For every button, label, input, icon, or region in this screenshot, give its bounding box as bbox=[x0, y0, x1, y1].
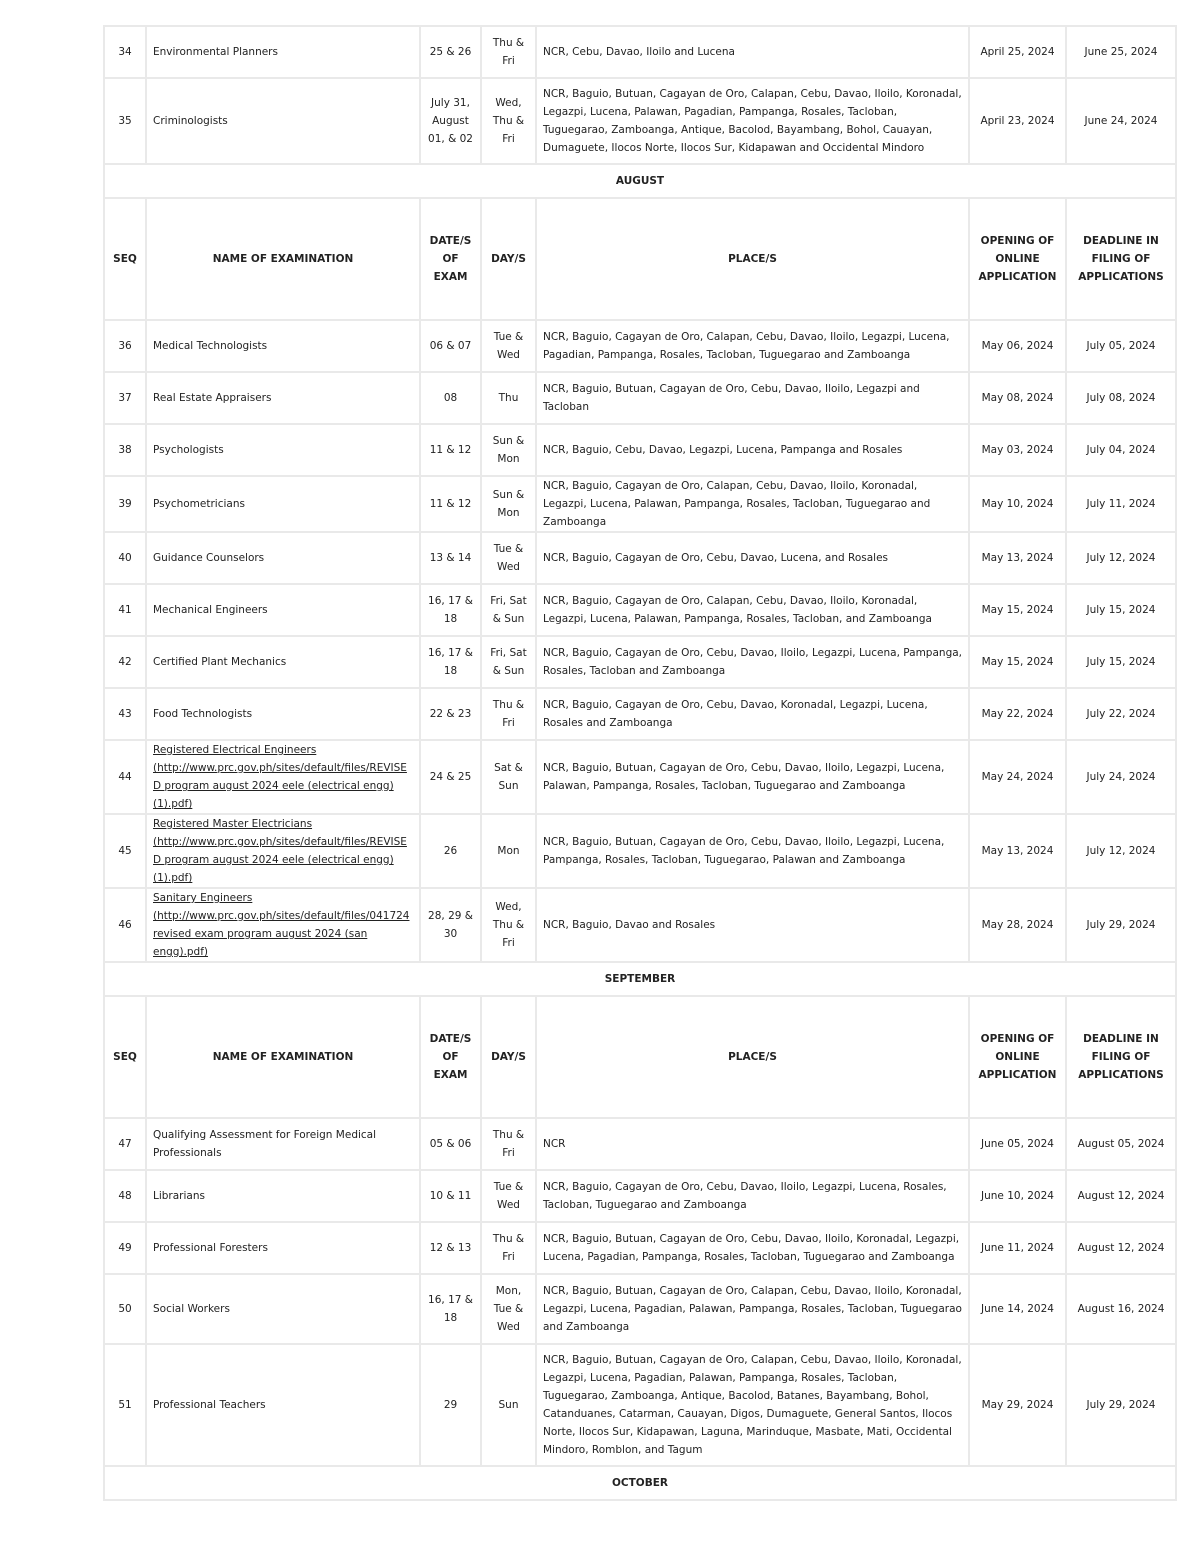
cell-seq: 44 bbox=[104, 740, 146, 814]
cell-exam-date: 25 & 26 bbox=[420, 26, 481, 78]
cell-exam-date: 16, 17 & 18 bbox=[420, 584, 481, 636]
cell-exam-name: Social Workers bbox=[146, 1274, 420, 1344]
table-row bbox=[104, 888, 1176, 962]
table-row bbox=[104, 424, 1176, 476]
cell-exam-date: 24 & 25 bbox=[420, 740, 481, 814]
cell-seq: 35 bbox=[104, 78, 146, 164]
cell-places: NCR, Baguio, Butuan, Cagayan de Oro, Cebu, Davao, Iloilo, Koronadal, Legazpi, Lucena, Pagadian, Pampanga, Rosales, Tacloban, Tuguegarao and Zamboanga bbox=[536, 1222, 969, 1274]
cell-exam-name: Psychometricians bbox=[146, 476, 420, 532]
cell-exam-name: Food Technologists bbox=[146, 688, 420, 740]
cell-deadline: July 29, 2024 bbox=[1066, 888, 1176, 962]
table-row bbox=[104, 78, 1176, 164]
cell-opening-date: April 25, 2024 bbox=[969, 26, 1066, 78]
cell-deadline: July 08, 2024 bbox=[1066, 372, 1176, 424]
table-row bbox=[104, 372, 1176, 424]
cell-exam-date: 08 bbox=[420, 372, 481, 424]
header-name: NAME OF EXAMINATION bbox=[146, 996, 420, 1118]
header-deadline: DEADLINE IN FILING OF APPLICATIONS bbox=[1066, 198, 1176, 320]
table-row bbox=[104, 320, 1176, 372]
cell-seq: 49 bbox=[104, 1222, 146, 1274]
cell-exam-date: 28, 29 & 30 bbox=[420, 888, 481, 962]
cell-exam-day: Mon, Tue & Wed bbox=[481, 1274, 536, 1344]
cell-opening-date: May 13, 2024 bbox=[969, 532, 1066, 584]
cell-deadline: August 12, 2024 bbox=[1066, 1170, 1176, 1222]
cell-exam-date: 26 bbox=[420, 814, 481, 888]
cell-places: NCR, Baguio, Butuan, Cagayan de Oro, Cebu, Davao, Iloilo, Legazpi, Lucena, Pampanga, Rosales, Tacloban, Tuguegarao, Palawan and Zamboanga bbox=[536, 814, 969, 888]
month-heading: OCTOBER bbox=[104, 1466, 1176, 1500]
cell-exam-day: Sun & Mon bbox=[481, 424, 536, 476]
cell-exam-name: Qualifying Assessment for Foreign Medical Professionals bbox=[146, 1118, 420, 1170]
cell-deadline: July 22, 2024 bbox=[1066, 688, 1176, 740]
cell-opening-date: June 10, 2024 bbox=[969, 1170, 1066, 1222]
cell-exam-name: Guidance Counselors bbox=[146, 532, 420, 584]
cell-exam-date: 12 & 13 bbox=[420, 1222, 481, 1274]
cell-opening-date: June 05, 2024 bbox=[969, 1118, 1066, 1170]
cell-places: NCR, Cebu, Davao, Iloilo and Lucena bbox=[536, 26, 969, 78]
cell-deadline: June 25, 2024 bbox=[1066, 26, 1176, 78]
cell-seq: 43 bbox=[104, 688, 146, 740]
month-heading-row bbox=[104, 962, 1176, 996]
header-date: DATE/S OF EXAM bbox=[420, 198, 481, 320]
cell-exam-day: Fri, Sat & Sun bbox=[481, 584, 536, 636]
cell-exam-name: Criminologists bbox=[146, 78, 420, 164]
cell-opening-date: May 15, 2024 bbox=[969, 584, 1066, 636]
cell-exam-day: Sat & Sun bbox=[481, 740, 536, 814]
table-row bbox=[104, 476, 1176, 532]
table-row bbox=[104, 1274, 1176, 1344]
exam-schedule-body bbox=[104, 26, 1176, 1500]
cell-opening-date: May 15, 2024 bbox=[969, 636, 1066, 688]
table-row bbox=[104, 1170, 1176, 1222]
cell-places: NCR, Baguio, Cagayan de Oro, Calapan, Cebu, Davao, Iloilo, Legazpi, Lucena, Pagadian, Pampanga, Rosales, Tacloban, Tuguegarao and Zamboanga bbox=[536, 320, 969, 372]
table-row bbox=[104, 740, 1176, 814]
cell-deadline: July 12, 2024 bbox=[1066, 532, 1176, 584]
header-date: DATE/S OF EXAM bbox=[420, 996, 481, 1118]
table-row bbox=[104, 1344, 1176, 1466]
cell-exam-day: Tue & Wed bbox=[481, 532, 536, 584]
cell-exam-date: 11 & 12 bbox=[420, 424, 481, 476]
exam-program-link[interactable]: Sanitary Engineers (http://www.prc.gov.ph/sites/default/files/041724 revised exam program august 2024 (san engg).pdf) bbox=[153, 892, 410, 958]
cell-opening-date: May 28, 2024 bbox=[969, 888, 1066, 962]
cell-deadline: July 05, 2024 bbox=[1066, 320, 1176, 372]
month-heading: SEPTEMBER bbox=[104, 962, 1176, 996]
cell-seq: 45 bbox=[104, 814, 146, 888]
cell-exam-name: Librarians bbox=[146, 1170, 420, 1222]
exam-program-link[interactable]: Registered Electrical Engineers (http://www.prc.gov.ph/sites/default/files/REVISED program august 2024 eele (electrical engg) (1).pdf) bbox=[153, 744, 407, 810]
cell-exam-date: July 31, August 01, & 02 bbox=[420, 78, 481, 164]
cell-exam-day: Sun & Mon bbox=[481, 476, 536, 532]
table-row bbox=[104, 1222, 1176, 1274]
cell-exam-date: 11 & 12 bbox=[420, 476, 481, 532]
cell-places: NCR, Baguio, Cagayan de Oro, Calapan, Cebu, Davao, Iloilo, Koronadal, Legazpi, Lucena, Palawan, Pampanga, Rosales, Tacloban, and Zamboanga bbox=[536, 584, 969, 636]
cell-seq: 36 bbox=[104, 320, 146, 372]
table-row bbox=[104, 532, 1176, 584]
cell-exam-date: 29 bbox=[420, 1344, 481, 1466]
cell-opening-date: May 03, 2024 bbox=[969, 424, 1066, 476]
header-day: DAY/S bbox=[481, 996, 536, 1118]
cell-places: NCR bbox=[536, 1118, 969, 1170]
month-heading-row bbox=[104, 164, 1176, 198]
header-seq: SEQ bbox=[104, 996, 146, 1118]
cell-deadline: July 24, 2024 bbox=[1066, 740, 1176, 814]
cell-exam-name: Psychologists bbox=[146, 424, 420, 476]
cell-seq: 47 bbox=[104, 1118, 146, 1170]
cell-exam-day: Thu bbox=[481, 372, 536, 424]
header-place: PLACE/S bbox=[536, 996, 969, 1118]
cell-seq: 39 bbox=[104, 476, 146, 532]
cell-opening-date: May 13, 2024 bbox=[969, 814, 1066, 888]
cell-places: NCR, Baguio, Butuan, Cagayan de Oro, Cebu, Davao, Iloilo, Legazpi, Lucena, Palawan, Pampanga, Rosales, Tacloban, Tuguegarao and Zamboanga bbox=[536, 740, 969, 814]
cell-exam-day: Thu & Fri bbox=[481, 26, 536, 78]
cell-opening-date: May 08, 2024 bbox=[969, 372, 1066, 424]
cell-places: NCR, Baguio, Cebu, Davao, Legazpi, Lucena, Pampanga and Rosales bbox=[536, 424, 969, 476]
cell-seq: 37 bbox=[104, 372, 146, 424]
header-opening: OPENING OF ONLINE APPLICATION bbox=[969, 198, 1066, 320]
cell-places: NCR, Baguio, Butuan, Cagayan de Oro, Cebu, Davao, Iloilo, Legazpi and Tacloban bbox=[536, 372, 969, 424]
table-row bbox=[104, 688, 1176, 740]
cell-exam-name bbox=[146, 814, 420, 888]
cell-exam-name bbox=[146, 888, 420, 962]
cell-deadline: August 12, 2024 bbox=[1066, 1222, 1176, 1274]
cell-seq: 41 bbox=[104, 584, 146, 636]
header-seq: SEQ bbox=[104, 198, 146, 320]
cell-deadline: July 15, 2024 bbox=[1066, 584, 1176, 636]
cell-deadline: July 29, 2024 bbox=[1066, 1344, 1176, 1466]
cell-opening-date: May 10, 2024 bbox=[969, 476, 1066, 532]
cell-exam-name bbox=[146, 740, 420, 814]
cell-exam-name: Certified Plant Mechanics bbox=[146, 636, 420, 688]
header-day: DAY/S bbox=[481, 198, 536, 320]
cell-deadline: August 05, 2024 bbox=[1066, 1118, 1176, 1170]
header-opening: OPENING OF ONLINE APPLICATION bbox=[969, 996, 1066, 1118]
cell-opening-date: May 29, 2024 bbox=[969, 1344, 1066, 1466]
cell-exam-date: 10 & 11 bbox=[420, 1170, 481, 1222]
cell-deadline: July 04, 2024 bbox=[1066, 424, 1176, 476]
month-heading-row bbox=[104, 1466, 1176, 1500]
table-row bbox=[104, 26, 1176, 78]
cell-places: NCR, Baguio, Butuan, Cagayan de Oro, Calapan, Cebu, Davao, Iloilo, Koronadal, Legazpi, Lucena, Pagadian, Palawan, Pampanga, Rosales, Tacloban, Tuguegarao, Zamboanga, Antique, Bacolod, Batanes, Bayambang, Bohol, Catanduanes, Catarman, Cauayan, Digos, Dumaguete, General Santos, Ilocos Norte, Ilocos Sur, Kidapawan, Laguna, Marinduque, Masbate, Mati, Occidental Mindoro, Romblon, and Tagum bbox=[536, 1344, 969, 1466]
cell-places: NCR, Baguio, Cagayan de Oro, Cebu, Davao, Koronadal, Legazpi, Lucena, Rosales and Zamboanga bbox=[536, 688, 969, 740]
cell-places: NCR, Baguio, Cagayan de Oro, Cebu, Davao, Lucena, and Rosales bbox=[536, 532, 969, 584]
cell-exam-day: Fri, Sat & Sun bbox=[481, 636, 536, 688]
cell-places: NCR, Baguio, Butuan, Cagayan de Oro, Calapan, Cebu, Davao, Iloilo, Koronadal, Legazpi, Lucena, Palawan, Pagadian, Pampanga, Rosales, Tacloban, Tuguegarao, Zamboanga, Antique, Bacolod, Bayambang, Bohol, Cauayan, Dumaguete, Ilocos Norte, Ilocos Sur, Kidapawan and Occidental Mindoro bbox=[536, 78, 969, 164]
cell-deadline: August 16, 2024 bbox=[1066, 1274, 1176, 1344]
cell-exam-date: 05 & 06 bbox=[420, 1118, 481, 1170]
cell-places: NCR, Baguio, Butuan, Cagayan de Oro, Calapan, Cebu, Davao, Iloilo, Koronadal, Legazpi, Lucena, Pagadian, Palawan, Pampanga, Rosales, Tacloban, Tuguegarao and Zamboanga bbox=[536, 1274, 969, 1344]
cell-places: NCR, Baguio, Cagayan de Oro, Cebu, Davao, Iloilo, Legazpi, Lucena, Rosales, Tacloban, Tuguegarao and Zamboanga bbox=[536, 1170, 969, 1222]
cell-exam-date: 16, 17 & 18 bbox=[420, 1274, 481, 1344]
cell-seq: 46 bbox=[104, 888, 146, 962]
table-row bbox=[104, 636, 1176, 688]
cell-exam-name: Medical Technologists bbox=[146, 320, 420, 372]
cell-exam-name: Real Estate Appraisers bbox=[146, 372, 420, 424]
cell-exam-day: Sun bbox=[481, 1344, 536, 1466]
cell-exam-day: Tue & Wed bbox=[481, 320, 536, 372]
cell-opening-date: May 22, 2024 bbox=[969, 688, 1066, 740]
cell-opening-date: April 23, 2024 bbox=[969, 78, 1066, 164]
cell-exam-day: Tue & Wed bbox=[481, 1170, 536, 1222]
cell-exam-day: Thu & Fri bbox=[481, 1118, 536, 1170]
cell-seq: 42 bbox=[104, 636, 146, 688]
cell-exam-day: Wed, Thu & Fri bbox=[481, 888, 536, 962]
cell-exam-name: Mechanical Engineers bbox=[146, 584, 420, 636]
column-header-row bbox=[104, 996, 1176, 1118]
cell-opening-date: May 06, 2024 bbox=[969, 320, 1066, 372]
cell-deadline: July 12, 2024 bbox=[1066, 814, 1176, 888]
cell-opening-date: May 24, 2024 bbox=[969, 740, 1066, 814]
cell-seq: 34 bbox=[104, 26, 146, 78]
cell-seq: 50 bbox=[104, 1274, 146, 1344]
month-heading: AUGUST bbox=[104, 164, 1176, 198]
table-row bbox=[104, 1118, 1176, 1170]
cell-exam-date: 06 & 07 bbox=[420, 320, 481, 372]
cell-exam-day: Wed, Thu & Fri bbox=[481, 78, 536, 164]
cell-exam-date: 22 & 23 bbox=[420, 688, 481, 740]
cell-exam-name: Environmental Planners bbox=[146, 26, 420, 78]
cell-opening-date: June 11, 2024 bbox=[969, 1222, 1066, 1274]
header-deadline: DEADLINE IN FILING OF APPLICATIONS bbox=[1066, 996, 1176, 1118]
table-row bbox=[104, 584, 1176, 636]
cell-exam-name: Professional Teachers bbox=[146, 1344, 420, 1466]
cell-seq: 51 bbox=[104, 1344, 146, 1466]
exam-program-link[interactable]: Registered Master Electricians (http://www.prc.gov.ph/sites/default/files/REVISED program august 2024 eele (electrical engg) (1).pdf) bbox=[153, 818, 407, 884]
cell-exam-day: Mon bbox=[481, 814, 536, 888]
cell-exam-day: Thu & Fri bbox=[481, 688, 536, 740]
cell-places: NCR, Baguio, Davao and Rosales bbox=[536, 888, 969, 962]
exam-schedule-table bbox=[103, 25, 1177, 1501]
cell-opening-date: June 14, 2024 bbox=[969, 1274, 1066, 1344]
cell-exam-name: Professional Foresters bbox=[146, 1222, 420, 1274]
cell-exam-date: 16, 17 & 18 bbox=[420, 636, 481, 688]
cell-places: NCR, Baguio, Cagayan de Oro, Calapan, Cebu, Davao, Iloilo, Koronadal, Legazpi, Lucena, Palawan, Pampanga, Rosales, Tacloban, Tuguegarao and Zamboanga bbox=[536, 476, 969, 532]
cell-deadline: July 11, 2024 bbox=[1066, 476, 1176, 532]
cell-seq: 40 bbox=[104, 532, 146, 584]
cell-exam-date: 13 & 14 bbox=[420, 532, 481, 584]
cell-seq: 38 bbox=[104, 424, 146, 476]
cell-places: NCR, Baguio, Cagayan de Oro, Cebu, Davao, Iloilo, Legazpi, Lucena, Pampanga, Rosales, Tacloban and Zamboanga bbox=[536, 636, 969, 688]
table-row bbox=[104, 814, 1176, 888]
cell-seq: 48 bbox=[104, 1170, 146, 1222]
header-name: NAME OF EXAMINATION bbox=[146, 198, 420, 320]
cell-deadline: June 24, 2024 bbox=[1066, 78, 1176, 164]
column-header-row bbox=[104, 198, 1176, 320]
header-place: PLACE/S bbox=[536, 198, 969, 320]
cell-exam-day: Thu & Fri bbox=[481, 1222, 536, 1274]
cell-deadline: July 15, 2024 bbox=[1066, 636, 1176, 688]
